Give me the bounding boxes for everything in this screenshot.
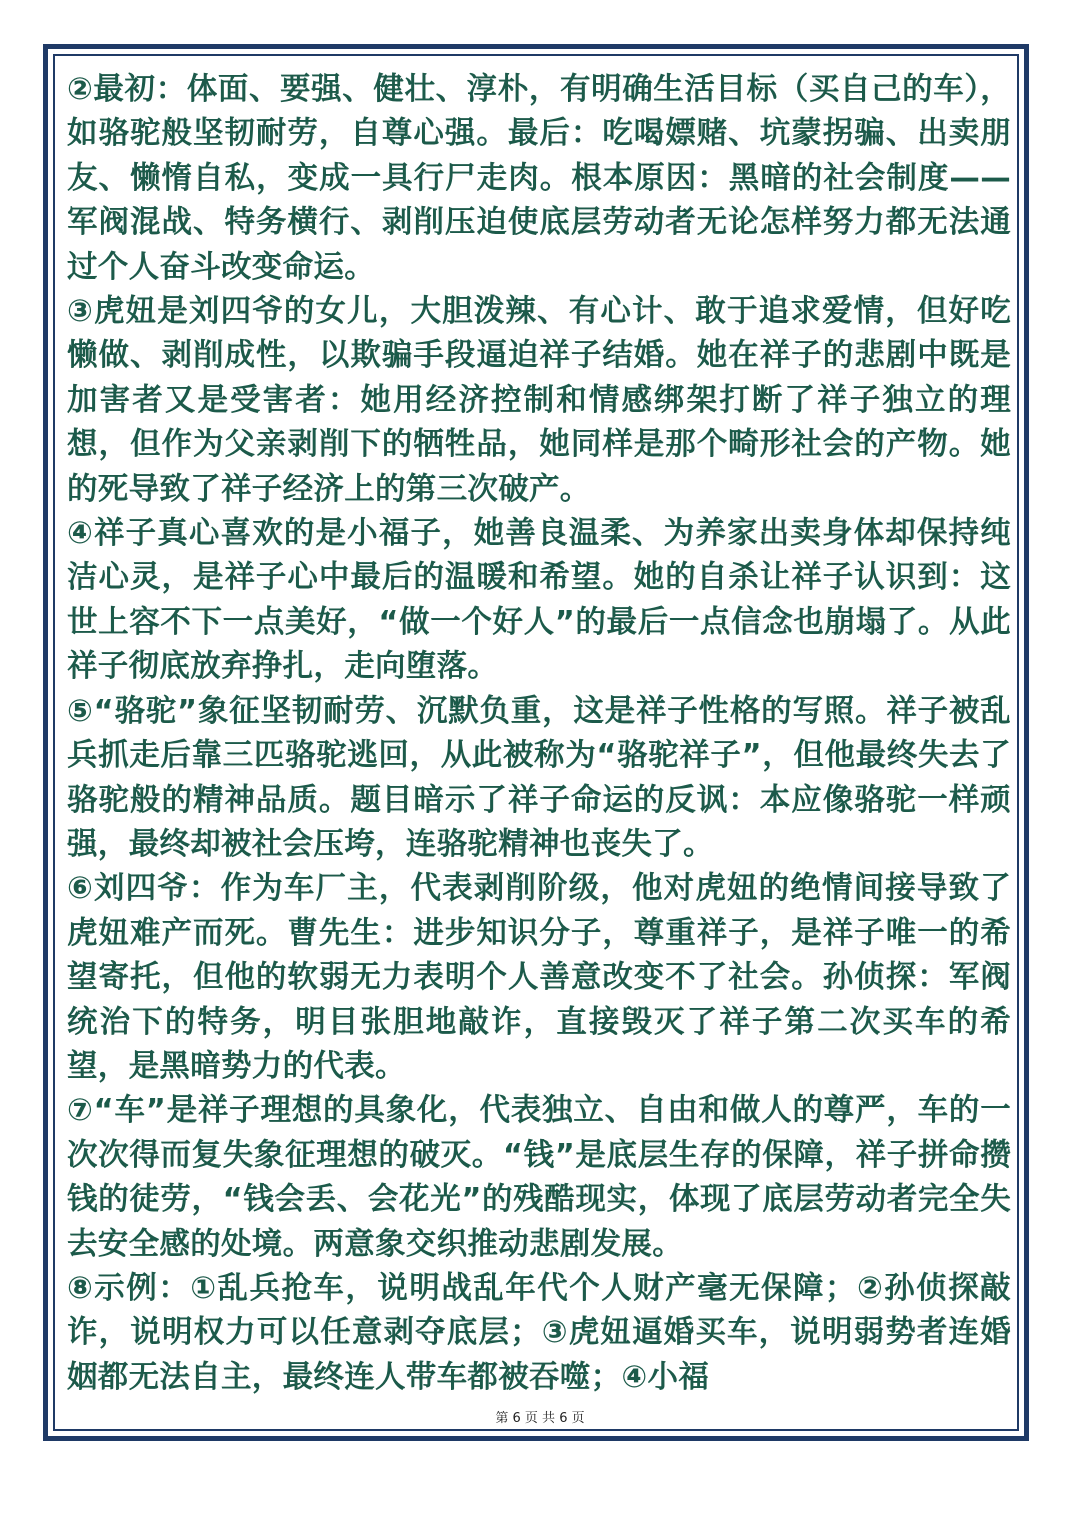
answer-paragraph-2: ②最初：体面、要强、健壮、淳朴，有明确生活目标（买自己的车），如骆驼般坚韧耐劳，自尊心强。最后：吃喝嫖赌、坑蒙拐骗、出卖朋友、懒惰自私，变成一具行尸走肉。根本原因：黑暗的社会制度——军阀混战、特务横行、剥削压迫使底层劳动者无论怎样努力都无法通过个人奋斗改变命运。 bbox=[67, 72, 1011, 285]
answer-paragraph-8: ⑧示例：①乱兵抢车，说明战乱年代个人财产毫无保障；②孙侦探敲诈，说明权力可以任意剥夺底层；③虎妞逼婚买车，说明弱势者连婚姻都无法自主，最终连人带车都被吞噬；④小福 bbox=[67, 1270, 1011, 1395]
answer-paragraph-7: ⑦“车”是祥子理想的具象化，代表独立、自由和做人的尊严，车的一次次得而复失象征理想的破灭。“钱”是底层生存的保障，祥子拼命攒钱的徒劳，“钱会丢、会花光”的残酷现实，体现了底层劳动者完全失去安全感的处境。两意象交织推动悲剧发展。 bbox=[67, 1093, 1011, 1262]
page-number-footer: 第 6 页 共 6 页 bbox=[495, 1411, 585, 1426]
answer-paragraph-4: ④祥子真心喜欢的是小福子，她善良温柔、为养家出卖身体却保持纯洁心灵，是祥子心中最后的温暖和希望。她的自杀让祥子认识到：这世上容不下一点美好，“做一个好人”的最后一点信念也崩塌了。从此祥子彻底放弃挣扎，走向堕落。 bbox=[67, 516, 1011, 685]
answer-paragraph-5: ⑤“骆驼”象征坚韧耐劳、沉默负重，这是祥子性格的写照。祥子被乱兵抓走后靠三匹骆驼逃回，从此被称为“骆驼祥子”，但他最终失去了骆驼般的精神品质。题目暗示了祥子命运的反讽：本应像骆驼一样顽强，最终却被社会压垮，连骆驼精神也丧失了。 bbox=[67, 693, 1011, 862]
answer-paragraph-3: ③虎妞是刘四爷的女儿，大胆泼辣、有心计、敢于追求爱情，但好吃懒做、剥削成性，以欺骗手段逼迫祥子结婚。她在祥子的悲剧中既是加害者又是受害者：她用经济控制和情感绑架打断了祥子独立的理想，但作为父亲剥削下的牺牲品，她同样是那个畸形社会的产物。她的死导致了祥子经济上的第三次破产。 bbox=[67, 294, 1011, 507]
answer-paragraph-6: ⑥刘四爷：作为车厂主，代表剥削阶级，他对虎妞的绝情间接导致了虎妞难产而死。曹先生：进步知识分子，尊重祥子，是祥子唯一的希望寄托，但他的软弱无力表明个人善意改变不了社会。孙侦探：军阀统治下的特务，明目张胆地敲诈，直接毁灭了祥子第二次买车的希望，是黑暗势力的代表。 bbox=[67, 871, 1011, 1084]
answer-text-block bbox=[67, 68, 1011, 1400]
